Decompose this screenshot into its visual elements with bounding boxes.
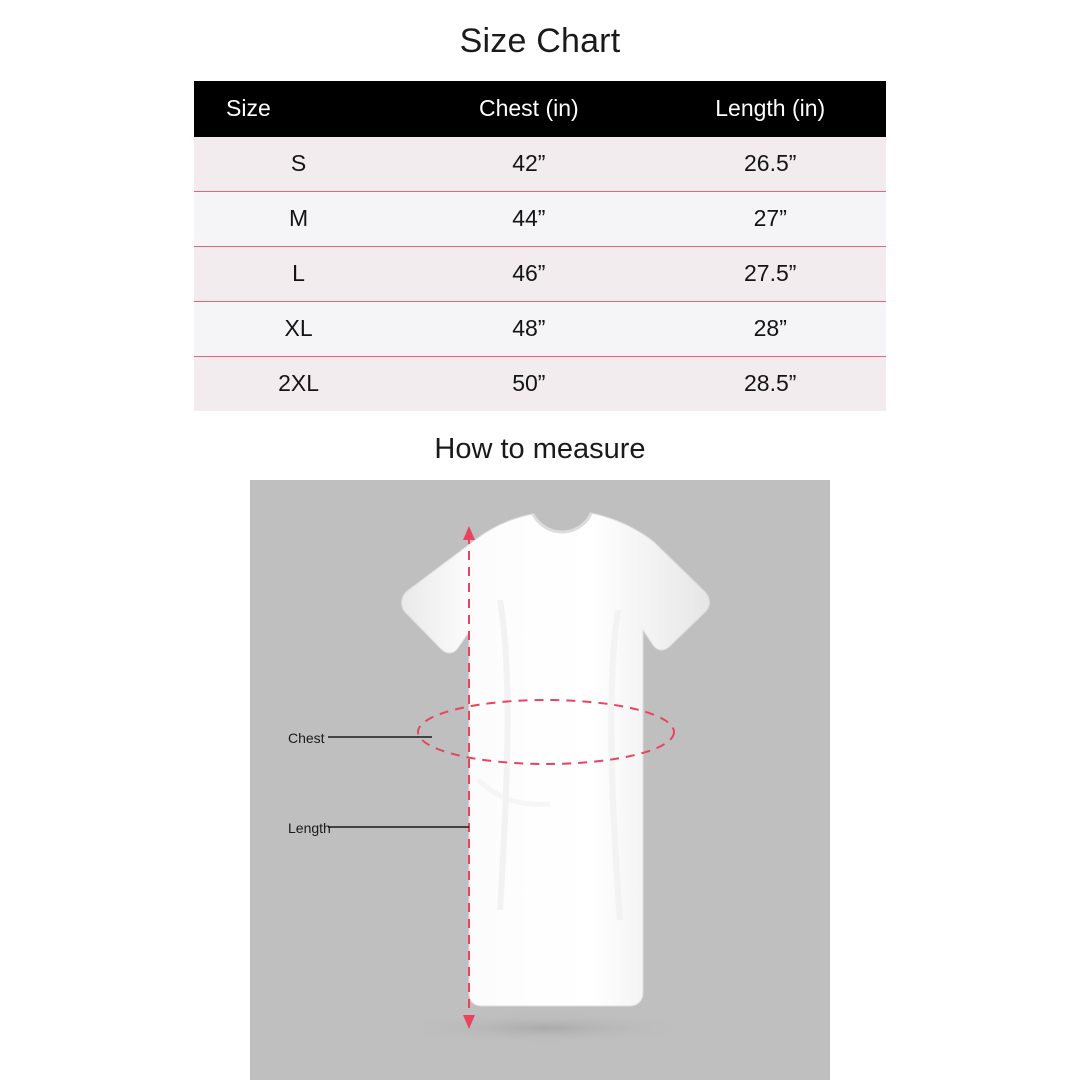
cell-chest: 50”: [403, 357, 654, 412]
cell-length: 27”: [654, 192, 886, 247]
size-table-body: [194, 137, 886, 411]
page-title: Size Chart: [459, 22, 621, 60]
cell-length: 26.5”: [654, 137, 886, 192]
column-header-length: Length (in): [654, 81, 886, 137]
shirt-shadow: [395, 1012, 695, 1044]
table-header-row: [194, 81, 886, 137]
chest-label: Chest: [288, 729, 325, 746]
cell-chest: 48”: [403, 302, 654, 357]
cell-size: L: [194, 247, 403, 302]
cell-size: 2XL: [194, 357, 403, 412]
tshirt-shape: [402, 513, 710, 1006]
size-table-container: [194, 81, 886, 411]
column-header-size: Size: [194, 81, 403, 137]
measurement-diagram: [250, 480, 830, 1080]
cell-chest: 42”: [403, 137, 654, 192]
length-arrow-top-icon: [463, 526, 475, 540]
cell-length: 28”: [654, 302, 886, 357]
cell-chest: 44”: [403, 192, 654, 247]
table-row: [194, 192, 886, 247]
cell-size: M: [194, 192, 403, 247]
tshirt-illustration: [250, 480, 830, 1080]
how-to-measure-title: How to measure: [434, 433, 646, 465]
size-table: [194, 81, 886, 411]
cell-chest: 46”: [403, 247, 654, 302]
table-row: [194, 137, 886, 192]
column-header-chest: Chest (in): [403, 81, 654, 137]
table-row: [194, 302, 886, 357]
table-row: [194, 357, 886, 412]
size-table-head: [194, 81, 886, 137]
table-row: [194, 247, 886, 302]
cell-length: 28.5”: [654, 357, 886, 412]
length-label: Length: [288, 820, 331, 836]
cell-length: 27.5”: [654, 247, 886, 302]
cell-size: S: [194, 137, 403, 192]
cell-size: XL: [194, 302, 403, 357]
